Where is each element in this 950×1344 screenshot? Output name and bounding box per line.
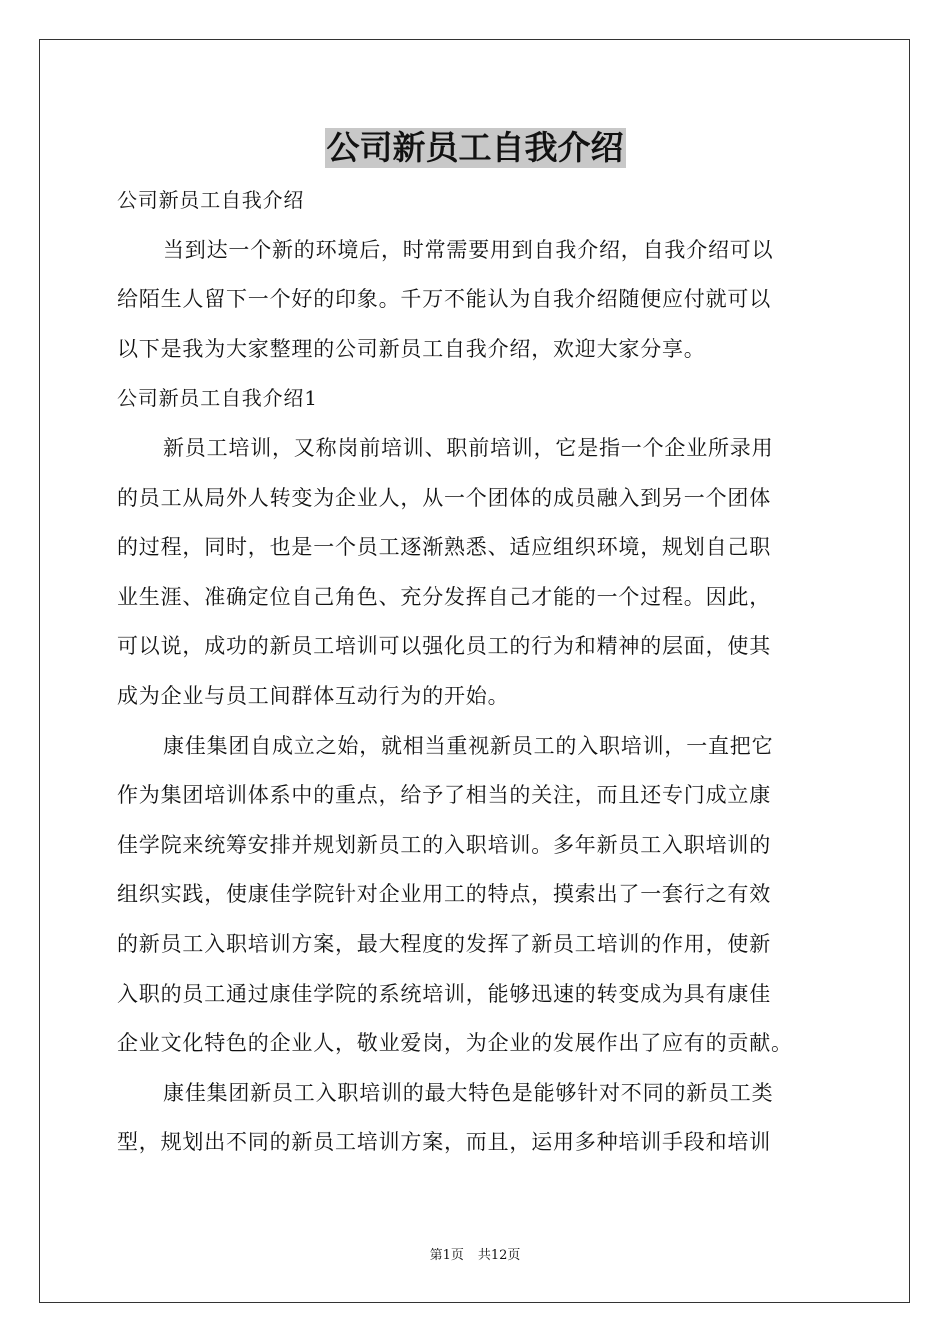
text-line: 佳学院来统筹安排并规划新员工的入职培训。多年新员工入职培训的 bbox=[117, 832, 771, 857]
text-line: 作为集团培训体系中的重点，给予了相当的关注，而且还专门成立康 bbox=[117, 783, 771, 808]
section-heading: 公司新员工自我介绍 bbox=[117, 188, 305, 212]
text-line: 入职的员工通过康佳学院的系统培训，能够迅速的转变成为具有康佳 bbox=[117, 981, 771, 1006]
text-line: 以下是我为大家整理的公司新员工自我介绍，欢迎大家分享。 bbox=[117, 336, 706, 361]
text-line: 给陌生人留下一个好的印象。千万不能认为自我介绍随便应付就可以 bbox=[117, 287, 771, 312]
text-line: 新员工培训，又称岗前培训、职前培训，它是指一个企业所录用 bbox=[163, 435, 774, 460]
text-line: 当到达一个新的环境后，时常需要用到自我介绍，自我介绍可以 bbox=[163, 237, 774, 262]
text-line: 康佳集团自成立之始，就相当重视新员工的入职培训，一直把它 bbox=[163, 733, 774, 758]
text-line: 的员工从局外人转变为企业人，从一个团体的成员融入到另一个团体 bbox=[117, 485, 771, 510]
section-heading: 公司新员工自我介绍1 bbox=[117, 386, 318, 411]
text-line: 可以说，成功的新员工培训可以强化员工的行为和精神的层面，使其 bbox=[117, 634, 771, 659]
page-footer bbox=[0, 1248, 950, 1264]
text-line: 的过程，同时，也是一个员工逐渐熟悉、适应组织环境，规划自己职 bbox=[117, 535, 771, 560]
text-line: 型，规划出不同的新员工培训方案，而且，运用多种培训手段和培训 bbox=[117, 1130, 771, 1155]
page-total: 共12页 bbox=[477, 1248, 521, 1263]
text-line: 康佳集团新员工入职培训的最大特色是能够针对不同的新员工类 bbox=[163, 1080, 774, 1105]
text-line: 企业文化特色的企业人，敬业爱岗，为企业的发展作出了应有的贡献。 bbox=[117, 1031, 793, 1056]
title-wrap bbox=[0, 128, 950, 168]
page-number: 第1页 bbox=[429, 1248, 464, 1263]
text-line: 组织实践，使康佳学院针对企业用工的特点，摸索出了一套行之有效 bbox=[117, 882, 771, 907]
document-body bbox=[117, 176, 837, 1168]
text-line: 的新员工入职培训方案，最大程度的发挥了新员工培训的作用，使新 bbox=[117, 931, 771, 956]
text-line: 成为企业与员工间群体互动行为的开始。 bbox=[117, 683, 510, 708]
text-line: 业生涯、准确定位自己角色、充分发挥自己才能的一个过程。因此， bbox=[117, 584, 771, 609]
document-title: 公司新员工自我介绍 bbox=[326, 128, 624, 167]
